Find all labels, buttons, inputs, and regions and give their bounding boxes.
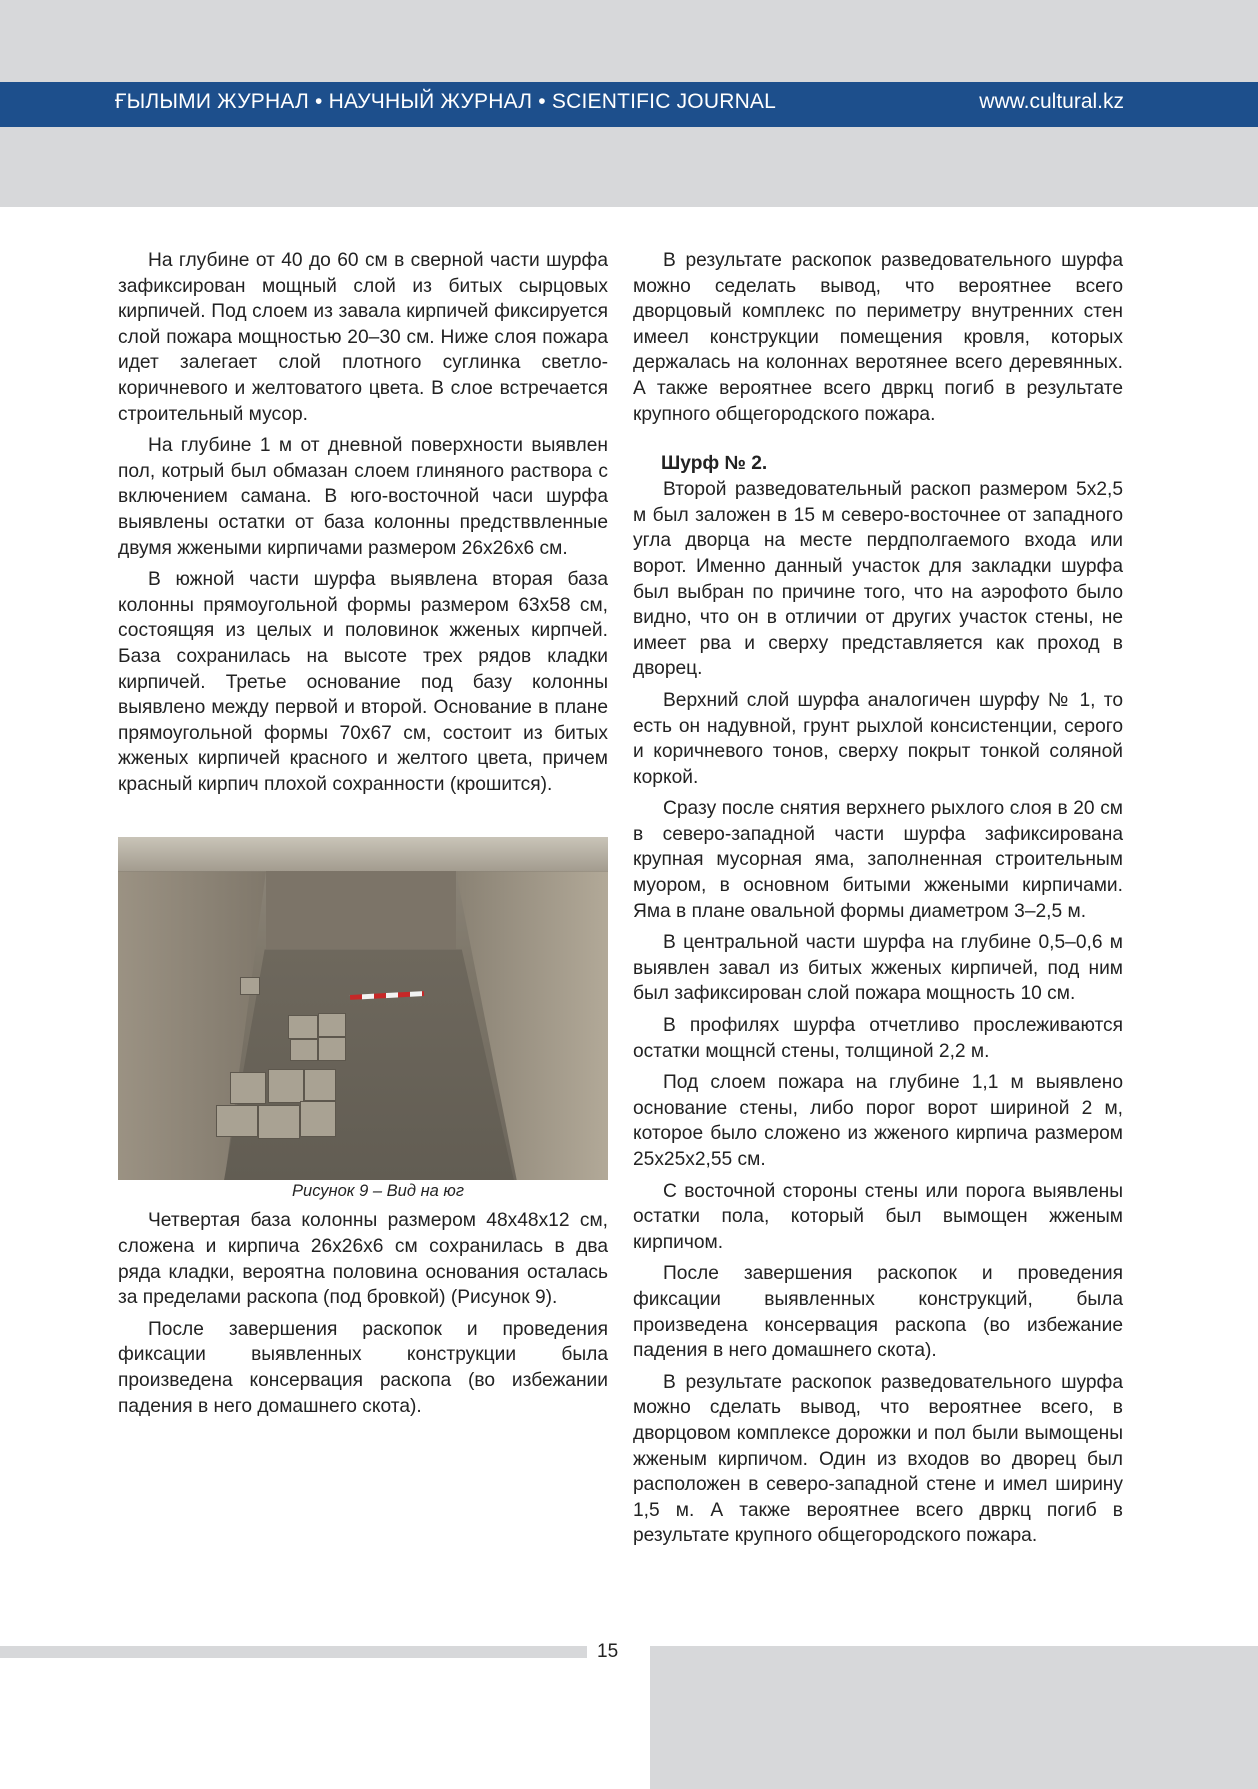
paragraph: В профилях шурфа отчетливо прослеживаются остатки мощнсй стены, толщиной 2,2 м. [633, 1015, 1123, 1062]
left-column [118, 248, 608, 1425]
right-column [633, 248, 1123, 1555]
paragraph: Четвертая база колонны размером 48х48х12 см, сложена и кирпича 26х26х6 см сохранилась в два ряда кладки, вероятна половина основания осталась за пределами раскопа (под бровкой) (Рисунок 9). [118, 1210, 608, 1309]
footer-background [650, 1646, 1258, 1789]
footer-rule [0, 1646, 587, 1658]
paragraph: Второй разведовательный раскоп размером 5х2,5 м был заложен в 15 м северо-восточнее от западного угла дворца на месте пердполгаемого входа или ворот. Именно данный участок для закладки шурфа был выбран по причине того, что на аэрофото было видно, что он в отличии от других участок стены, не имеет рва и сверху представляется как проход в дворец. [633, 479, 1123, 680]
excavation-photo [118, 837, 608, 1180]
section-heading: Шурф № 2. [661, 453, 768, 475]
paragraph: На глубине 1 м от дневной поверхности выявлен пол, котрый был обмазан слоем глиняного раствора с включением самана. В юго-восточной часи шурфа выявлены остатки от база колонны предстввленные двумя жжеными кирпичами размером 26х26х6 см. [118, 435, 608, 559]
journal-url[interactable]: www.cultural.kz [979, 90, 1124, 113]
paragraph: На глубине от 40 до 60 см в сверной части шурфа зафиксирован мощный слой из битых сырцовых кирпичей. Под слоем из завала кирпичей фиксируется слой пожара мощностью 20–30 см. Ниже слоя пожара идет залегает слой плотного суглинка светло-коричневого и желтоватого цвета. В слое встречается строительный мусор. [118, 250, 608, 425]
paragraph: В результате раскопок разведовательного шурфа можно сделать вывод, что вероятнее всего, в дворцовом комплексе дорожки и пол были вымощены жженым кирпичом. Один из входов во дворец был расположен в северо-западной стене и имел ширину 1,5 м. А также вероятнее всего двркц погиб в результате крупного общегородского пожара. [633, 1371, 1123, 1547]
paragraph: В южной части шурфа выявлена вторая база колонны прямоугольной формы размером 63х58 см, состоящяя из целых и половинок жженых кирпчей. База сохранилась на высоте трех рядов кладки кирпичей. Третье основание под базу колонны выявлено между первой и второй. Основание в плане прямоугольной формы 70х67 см, состоит из битых жженых кирпичей красного и желтого цвета, причем красный кирпич плохой сохранности (крошится). [118, 569, 608, 795]
paragraph: Под слоем пожара на глубине 1,1 м выявлено основание стены, либо порог ворот шириной 2 м, которое было сложено из жженого кирпича размером 25х25х2,55 см. [633, 1072, 1123, 1170]
figure-caption: Рисунок 9 – Вид на юг [292, 1182, 464, 1201]
journal-title: ҒЫЛЫМИ ЖУРНАЛ • НАУЧНЫЙ ЖУРНАЛ • SCIENTIFIC JOURNAL [115, 90, 777, 113]
paragraph: После завершения раскопок и проведения фиксации выявленных конструкции была произведена консервация раскопа (во избежании падения в него домашнего скота). [118, 1318, 608, 1417]
paragraph: Верхний слой шурфа аналогичен шурфу № 1, то есть он надувной, грунт рыхлой консистенции, серого и коричневого тонов, сверху покрыт тонкой соляной коркой. [633, 689, 1123, 788]
paragraph: В центральной части шурфа на глубине 0,5–0,6 м выявлен завал из битых жженых кирпичей, под ним был зафиксирован слой пожара мощность 10 см. [633, 932, 1123, 1005]
paragraph: С восточной стороны стены или порога выявлены остатки пола, который был вымощен жженым кирпичом. [633, 1180, 1123, 1253]
paragraph: Сразу после снятия верхнего рыхлого слоя в 20 см в северо-западной части шурфа зафиксирована крупная мусорная яма, заполненная строительным муором, в основном битыми жжеными кирпичами. Яма в плане овальной формы диаметром 3–2,5 м. [633, 798, 1123, 922]
page-number: 15 [597, 1641, 619, 1662]
paragraph: В результате раскопок разведовательного шурфа можно седелать вывод, что вероятнее всего дворцовый комплекс по периметру внутренних стен имеел конструкции помещения кровля, которых держалась на колоннах веротянее всего деревянных. А также вероятнее всего двркц погиб в результате крупного общегородского пожара. [633, 250, 1123, 425]
paragraph: После завершения раскопок и проведения фиксации выявленных конструкций, была произведена консервация раскопа (во избежание падения в него домашнего скота). [633, 1263, 1123, 1362]
